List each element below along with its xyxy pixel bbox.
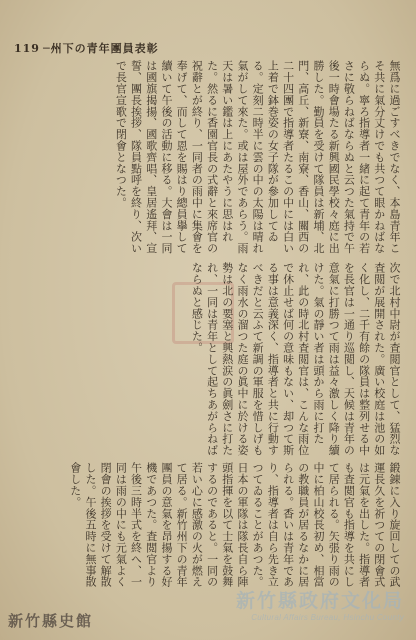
watermark	[214, 586, 404, 632]
text-block-upper	[14, 60, 402, 256]
text-block-middle	[14, 262, 402, 462]
watermark-chinese: 新竹縣政府文化局	[235, 590, 404, 612]
paragraph-middle: 次で北村中尉が査閲官として、猛烈な査閲が展開された。廣い校庭は池の如く化し、二千有餘の隊員は整列せる中を長官は一通り巡閲し、天候は青年の意氣に打勝つて雨は益々激しく降り續けた。氣の靜い者は頭から雨に打たれ、此の時北村査閲官は、こんな雨位で休止せば何の意味もない、却つて斯る事は意義深く、指導者と共に行動すべきだと云ふて新調の軍服を惜しげもなく雨水の溜つた庭の眞中に於ける姿勢は北の要塞と興熱涙の眞劍さに打たれ、一同は青年として起ちあがらねばならぬと感じた。	[190, 262, 401, 456]
page-header	[14, 40, 159, 56]
text-block-lower	[14, 462, 402, 596]
page-number: 119	[14, 42, 40, 55]
paragraph-upper: 無爲に過ごすべきでなく、本島青年こそ共に氣分丈けでも共つて眼かねばならぬ。寧ろ指導者一緒に起て青年の若さに敬らねばならぬと云つた氣持で午後一時會場たる新興國民學校々庭に出勝した。勤員を受けて隊員は新埔、北門、高丘、新寮、南寮、香山、關西の二十四團で指導者たるこの中には白い上着で鉢巻姿の女子隊が參加してゐる。定刻二時半に雲の中の太陽は晴れ氣がして來た。或は屋外であらう。雨天は暑い鑑は上にあたやうに思はれた。然るに香園官長の式辭と來席官の祝辭とが終り、一同者の雨中に集會を奉げて、而して恩を賜はり總員擧して續いて午後の活動に移る。大會は一同は國旗揭揚、國歌齊唱、皇居遙拜、宣誓、團長挨拶、隊員點呼を終り、次いで長官宣歌で閉會となつた。	[114, 60, 401, 254]
archive-stamp: 新竹縣史館	[8, 612, 94, 630]
paragraph-lower: 鍛錬に入り旋回しての武運長久を祈つての閉會式は元氣を出した。指導者も査閲官も指導を共にして居られる。矢張り雨の中に柏山校長初め、相當の教職員が居るなかに居られる。香いは青年であり、指導者は自ら先き立つてゐることがあつた。日本の軍隊は隊長自ら陣頭指揮を以て士氣を鼓舞するのであると。一同の若い心に感激の火が燃えて居る。新竹州下の青年團員の意氣を昂揚する好機であつた。査閲官より午後三時半式を終へ、一同は雨の中にも元氣よく閉會の挨拶を受けて解散した。午後五時に無事散會した。	[68, 462, 401, 588]
watermark-english: Cultural Affairs Bureau, Hsinchu County	[251, 613, 404, 622]
header-title: ─州下の青年團員表彰	[42, 42, 159, 55]
